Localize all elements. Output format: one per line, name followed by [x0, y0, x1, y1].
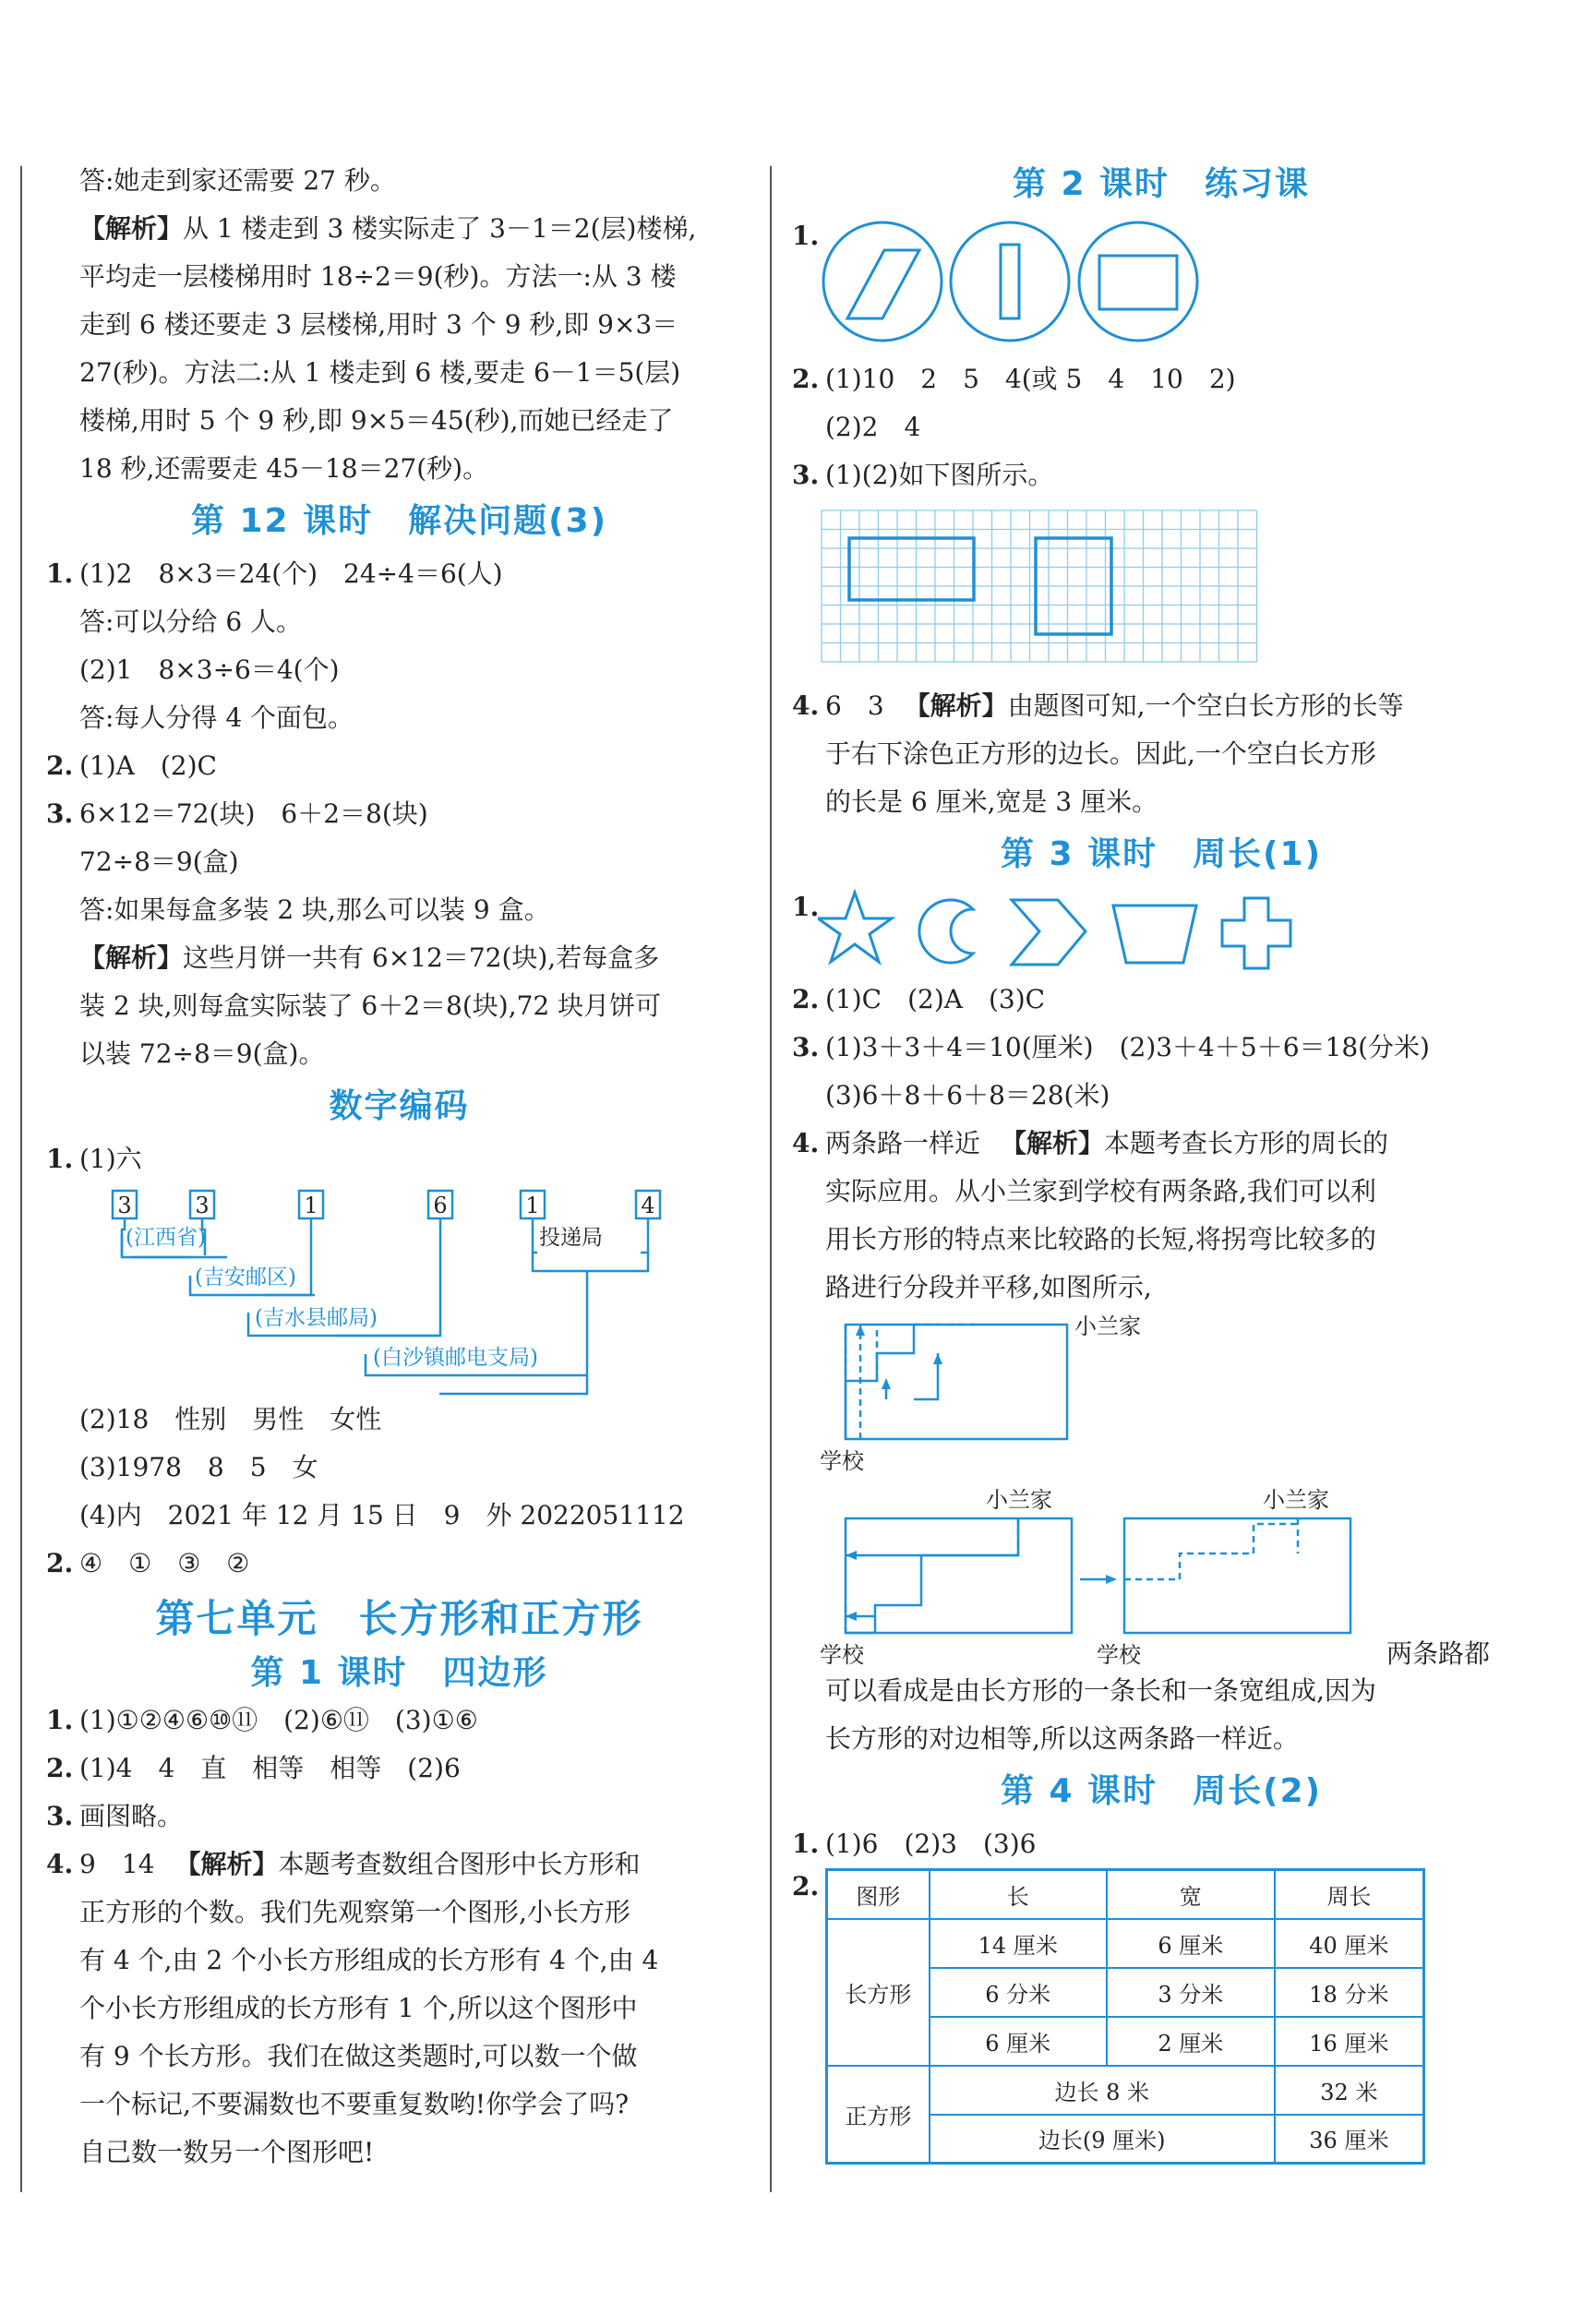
question-number: 2. — [792, 364, 820, 394]
table-cell: 边长 8 米 — [930, 2066, 1275, 2115]
code-label-delivery: 投递局 — [539, 1226, 603, 1250]
school-label: 学校 — [1097, 1642, 1141, 1667]
table-cell: 6 厘米 — [930, 2017, 1107, 2066]
route-rectangle — [1124, 1518, 1350, 1633]
cross-shape — [1222, 898, 1290, 968]
route-rectangle — [846, 1518, 1072, 1633]
table-cell: 3 分米 — [1107, 1968, 1275, 2017]
quad-question-1 — [46, 1697, 752, 1745]
analysis-line: 有 4 个,由 2 个小长方形组成的长方形有 4 个,由 4 — [79, 1945, 659, 1975]
left-margin-rule — [20, 166, 22, 2192]
arrow-head — [1106, 1575, 1117, 1584]
question-number: 1. — [792, 892, 820, 922]
arrow-head — [846, 1551, 857, 1560]
school-label: 学校 — [820, 1642, 864, 1667]
home-label: 小兰家 — [1074, 1313, 1141, 1339]
answer-line: (2)18 性别 男性 女性 — [79, 1404, 382, 1434]
analysis-line: 走到 6 楼还要走 3 层楼梯,用时 3 个 9 秒,即 9×3＝ — [79, 309, 678, 340]
question-number: 2. — [792, 984, 820, 1014]
analysis-line: 装 2 块,则每盒实际装了 6＋2＝8(块),72 块月饼可 — [79, 990, 662, 1021]
question-number: 3. — [792, 1032, 820, 1062]
analysis-line: 长方形的对边相等,所以这两条路一样近。 — [825, 1723, 1299, 1754]
question-number: 2. — [46, 750, 74, 781]
circle-outline — [1079, 222, 1197, 341]
question-number: 2. — [46, 1753, 74, 1783]
analysis-text: 本题考查数组合图形中长方形和 — [278, 1849, 641, 1879]
question-number: 1. — [792, 1829, 820, 1859]
question-number: 4. — [46, 1849, 74, 1879]
crescent-shape — [919, 900, 973, 963]
circle-outline — [951, 222, 1069, 341]
practice-question-1 — [792, 212, 1530, 355]
table-header-row — [827, 1870, 1424, 1919]
table-cell: 14 厘米 — [930, 1919, 1107, 1968]
drawn-rectangle — [849, 538, 974, 600]
code-digit: 1 — [525, 1193, 540, 1218]
perimeter-table — [825, 1868, 1425, 2165]
answer-text: 6 3 — [825, 690, 884, 721]
code-label-district: (吉安邮区) — [195, 1265, 296, 1289]
question-2 — [46, 742, 752, 790]
question-number: 4. — [792, 1128, 820, 1158]
answer-line: 答:每人分得 4 个面包。 — [79, 702, 354, 733]
practice-question-3 — [792, 451, 1530, 499]
quad-question-4 — [46, 1841, 752, 1889]
answer-text: (1)六 — [79, 1144, 142, 1174]
analysis-line: 有 9 个长方形。我们在做这类题时,可以数一个做 — [79, 2041, 638, 2071]
answer-text: (1)(2)如下图所示。 — [825, 460, 1054, 490]
answer-text: 9 14 — [79, 1849, 155, 1879]
perimeter-question-2 — [792, 976, 1530, 1024]
code-label-town: (白沙镇邮电支局) — [373, 1346, 538, 1370]
analysis-text: 两条路都 — [1386, 1638, 1491, 1667]
perimeter-shapes — [818, 883, 1335, 976]
answer-text: 画图略。 — [79, 1801, 184, 1831]
answer-text: (1)3＋3＋4＝10(厘米) (2)3＋4＋5＋6＝18(分米) — [825, 1032, 1430, 1062]
analysis-line: 一个标记,不要漏数也不要重复数哟!你学会了吗? — [79, 2089, 630, 2119]
question-number: 2. — [46, 1548, 74, 1578]
answer-line: (3)6＋8＋6＋8＝28(米) — [825, 1080, 1110, 1110]
perimeter-question-3 — [792, 1024, 1530, 1072]
column-divider — [770, 166, 772, 2192]
analysis-line — [46, 205, 752, 253]
rectangle-shape — [1001, 245, 1019, 318]
perimeter-question-1 — [792, 883, 1530, 976]
analysis-line: 27(秒)。方法二:从 1 楼走到 6 楼,要走 6－1＝5(层) — [79, 357, 681, 388]
answer-line: 答:如果每盒多装 2 块,那么可以装 9 盒。 — [79, 894, 550, 925]
table-row — [827, 1919, 1424, 1968]
table-row-label: 正方形 — [827, 2066, 930, 2164]
analysis-line: 正方形的个数。我们先观察第一个图形,小长方形 — [79, 1897, 630, 1927]
question-number: 2. — [792, 1871, 820, 1901]
answer-text: (1)A (2)C — [79, 750, 217, 781]
answer-text: (1)①②④⑥⑩⑪ (2)⑥⑪ (3)①⑥ — [79, 1705, 478, 1735]
route-figures — [792, 1312, 1530, 1667]
coding-question-2 — [46, 1540, 752, 1588]
table-cell: 32 米 — [1275, 2066, 1424, 2115]
answer-text: 两条路一样近 — [825, 1128, 981, 1158]
answer-line: 72÷8＝9(盒) — [79, 846, 239, 877]
table-header: 周长 — [1275, 1870, 1424, 1919]
analysis-text: 由题图可知,一个空白长方形的长等 — [1007, 690, 1404, 721]
analysis-text: 从 1 楼走到 3 楼实际走了 3－1＝2(层)楼梯, — [183, 213, 697, 244]
postal-code-diagram — [79, 1183, 726, 1396]
circle-outline — [823, 222, 942, 341]
practice-question-4 — [792, 682, 1530, 730]
analysis-line: 可以看成是由长方形的一条长和一条宽组成,因为 — [825, 1675, 1376, 1706]
table-row — [827, 2066, 1424, 2115]
code-label-county: (吉水县邮局) — [255, 1306, 378, 1330]
perimeter-question-4 — [792, 1120, 1530, 1168]
answer-line: (2)2 4 — [825, 412, 921, 442]
code-digit: 6 — [433, 1193, 448, 1218]
analysis-line: 的长是 6 厘米,宽是 3 厘米。 — [825, 786, 1158, 817]
question-number: 1. — [46, 1144, 74, 1174]
route-rectangle — [846, 1325, 1067, 1439]
table-cell: 边长(9 厘米) — [930, 2115, 1275, 2164]
table-row-label: 长方形 — [827, 1919, 930, 2066]
analysis-label: 【解析】 — [79, 942, 184, 973]
grid-figure — [820, 509, 1263, 675]
analysis-line: 个小长方形组成的长方形有 1 个,所以这个图形中 — [79, 1993, 638, 2023]
answer-text: ④ ① ③ ② — [79, 1548, 250, 1578]
coding-question-1 — [46, 1135, 752, 1183]
answer-line: (3)1978 8 5 女 — [79, 1452, 318, 1482]
analysis-line: 楼梯,用时 5 个 9 秒,即 9×5＝45(秒),而她已经走了 — [79, 405, 674, 436]
perimeter2-question-1 — [792, 1820, 1530, 1868]
answer-text: (1)4 4 直 相等 相等 (2)6 — [79, 1753, 461, 1783]
home-label: 小兰家 — [1263, 1487, 1329, 1513]
analysis-line: 路进行分段并平移,如图所示, — [825, 1272, 1152, 1302]
analysis-line: 实际应用。从小兰家到学校有两条路,我们可以利 — [825, 1176, 1376, 1206]
analysis-line: 18 秒,还需要走 45－18＝27(秒)。 — [79, 453, 489, 484]
shapes-in-circles — [820, 217, 1207, 355]
code-digit: 1 — [304, 1193, 318, 1218]
question-number: 1. — [46, 558, 74, 589]
section-heading-lesson-1: 第 1 课时 四边形 — [250, 1654, 548, 1692]
question-number: 4. — [792, 690, 820, 721]
table-header: 图形 — [827, 1870, 930, 1919]
answer-text: (1)2 8×3＝24(个) 24÷4＝6(人) — [79, 558, 503, 589]
arrow-head — [933, 1353, 942, 1364]
perimeter2-question-2 — [792, 1868, 1530, 2165]
question-number: 1. — [792, 221, 820, 251]
table-cell: 36 厘米 — [1275, 2115, 1424, 2164]
analysis-line — [46, 934, 752, 982]
question-number: 3. — [792, 460, 820, 490]
parallelogram-shape — [847, 250, 919, 318]
code-digit: 3 — [117, 1193, 132, 1218]
quad-question-2 — [46, 1745, 752, 1793]
code-digit: 3 — [195, 1193, 210, 1218]
answer-line: 答:她走到家还需要 27 秒。 — [79, 165, 396, 196]
arrow-head — [846, 1612, 857, 1621]
unit-heading: 第七单元 长方形和正方形 — [155, 1596, 643, 1641]
answer-text: (1)10 2 5 4(或 5 4 10 2) — [825, 364, 1236, 394]
code-label-province: (江西省) — [126, 1226, 206, 1250]
analysis-line: 平均走一层楼梯用时 18÷2＝9(秒)。方法一:从 3 楼 — [79, 261, 677, 292]
rectangle-shape — [1099, 256, 1177, 309]
analysis-line: 于右下涂色正方形的边长。因此,一个空白长方形 — [825, 738, 1376, 769]
quad-question-3 — [46, 1793, 752, 1841]
answer-line: 答:可以分给 6 人。 — [79, 606, 303, 637]
section-heading-lesson-3: 第 3 课时 周长(1) — [1000, 835, 1323, 873]
answer-text: (1)C (2)A (3)C — [825, 984, 1046, 1014]
question-number: 1. — [46, 1705, 74, 1735]
question-number: 3. — [46, 1801, 74, 1831]
right-column — [792, 157, 1530, 2165]
route-diagram — [792, 1312, 1512, 1667]
section-heading-digit-coding: 数字编码 — [329, 1087, 470, 1125]
table-cell: 40 厘米 — [1275, 1919, 1424, 1968]
table-cell: 6 分米 — [930, 1968, 1107, 2017]
table-header: 宽 — [1107, 1870, 1275, 1919]
practice-question-2 — [792, 355, 1530, 403]
section-heading-lesson-4: 第 4 课时 周长(2) — [1000, 1772, 1323, 1810]
answer-text: (1)6 (2)3 (3)6 — [825, 1829, 1037, 1859]
home-label: 小兰家 — [986, 1487, 1052, 1513]
analysis-label: 【解析】 — [1001, 1128, 1105, 1158]
school-label: 学校 — [820, 1448, 864, 1474]
analysis-text: 这些月饼一共有 6×12＝72(块),若每盒多 — [183, 942, 660, 973]
analysis-line: 以装 72÷8＝9(盒)。 — [79, 1038, 325, 1069]
left-column — [46, 157, 752, 2177]
analysis-text: 本题考查长方形的周长的 — [1104, 1128, 1389, 1158]
answer-line: (4)内 2021 年 12 月 15 日 9 外 2022051112 — [79, 1500, 685, 1530]
section-heading-lesson-12: 第 12 课时 解决问题(3) — [190, 502, 608, 540]
analysis-line: 用长方形的特点来比较路的长短,将拐弯比较多的 — [825, 1224, 1376, 1254]
question-1 — [46, 550, 752, 598]
analysis-line: 自己数一数另一个图形吧! — [79, 2137, 375, 2167]
table-cell: 2 厘米 — [1107, 2017, 1275, 2066]
chevron-shape — [1012, 900, 1086, 965]
table-cell: 6 厘米 — [1107, 1919, 1275, 1968]
arrow-head — [856, 1325, 865, 1336]
answer-line: (2)1 8×3÷6＝4(个) — [79, 654, 340, 685]
table-header: 长 — [930, 1870, 1107, 1919]
table-cell: 16 厘米 — [1275, 2017, 1424, 2066]
analysis-label: 【解析】 — [79, 213, 184, 244]
analysis-label: 【解析】 — [174, 1849, 279, 1879]
question-number: 3. — [46, 798, 74, 829]
code-digit: 4 — [641, 1193, 655, 1218]
section-heading-lesson-2: 第 2 课时 练习课 — [1012, 165, 1311, 203]
answer-text: 6×12＝72(块) 6＋2＝8(块) — [79, 798, 428, 829]
question-3 — [46, 790, 752, 838]
arrow-head — [882, 1378, 891, 1389]
star-shape — [818, 893, 892, 962]
trapezoid-shape — [1113, 906, 1196, 963]
table-cell: 18 分米 — [1275, 1968, 1424, 2017]
analysis-label: 【解析】 — [904, 690, 1008, 721]
